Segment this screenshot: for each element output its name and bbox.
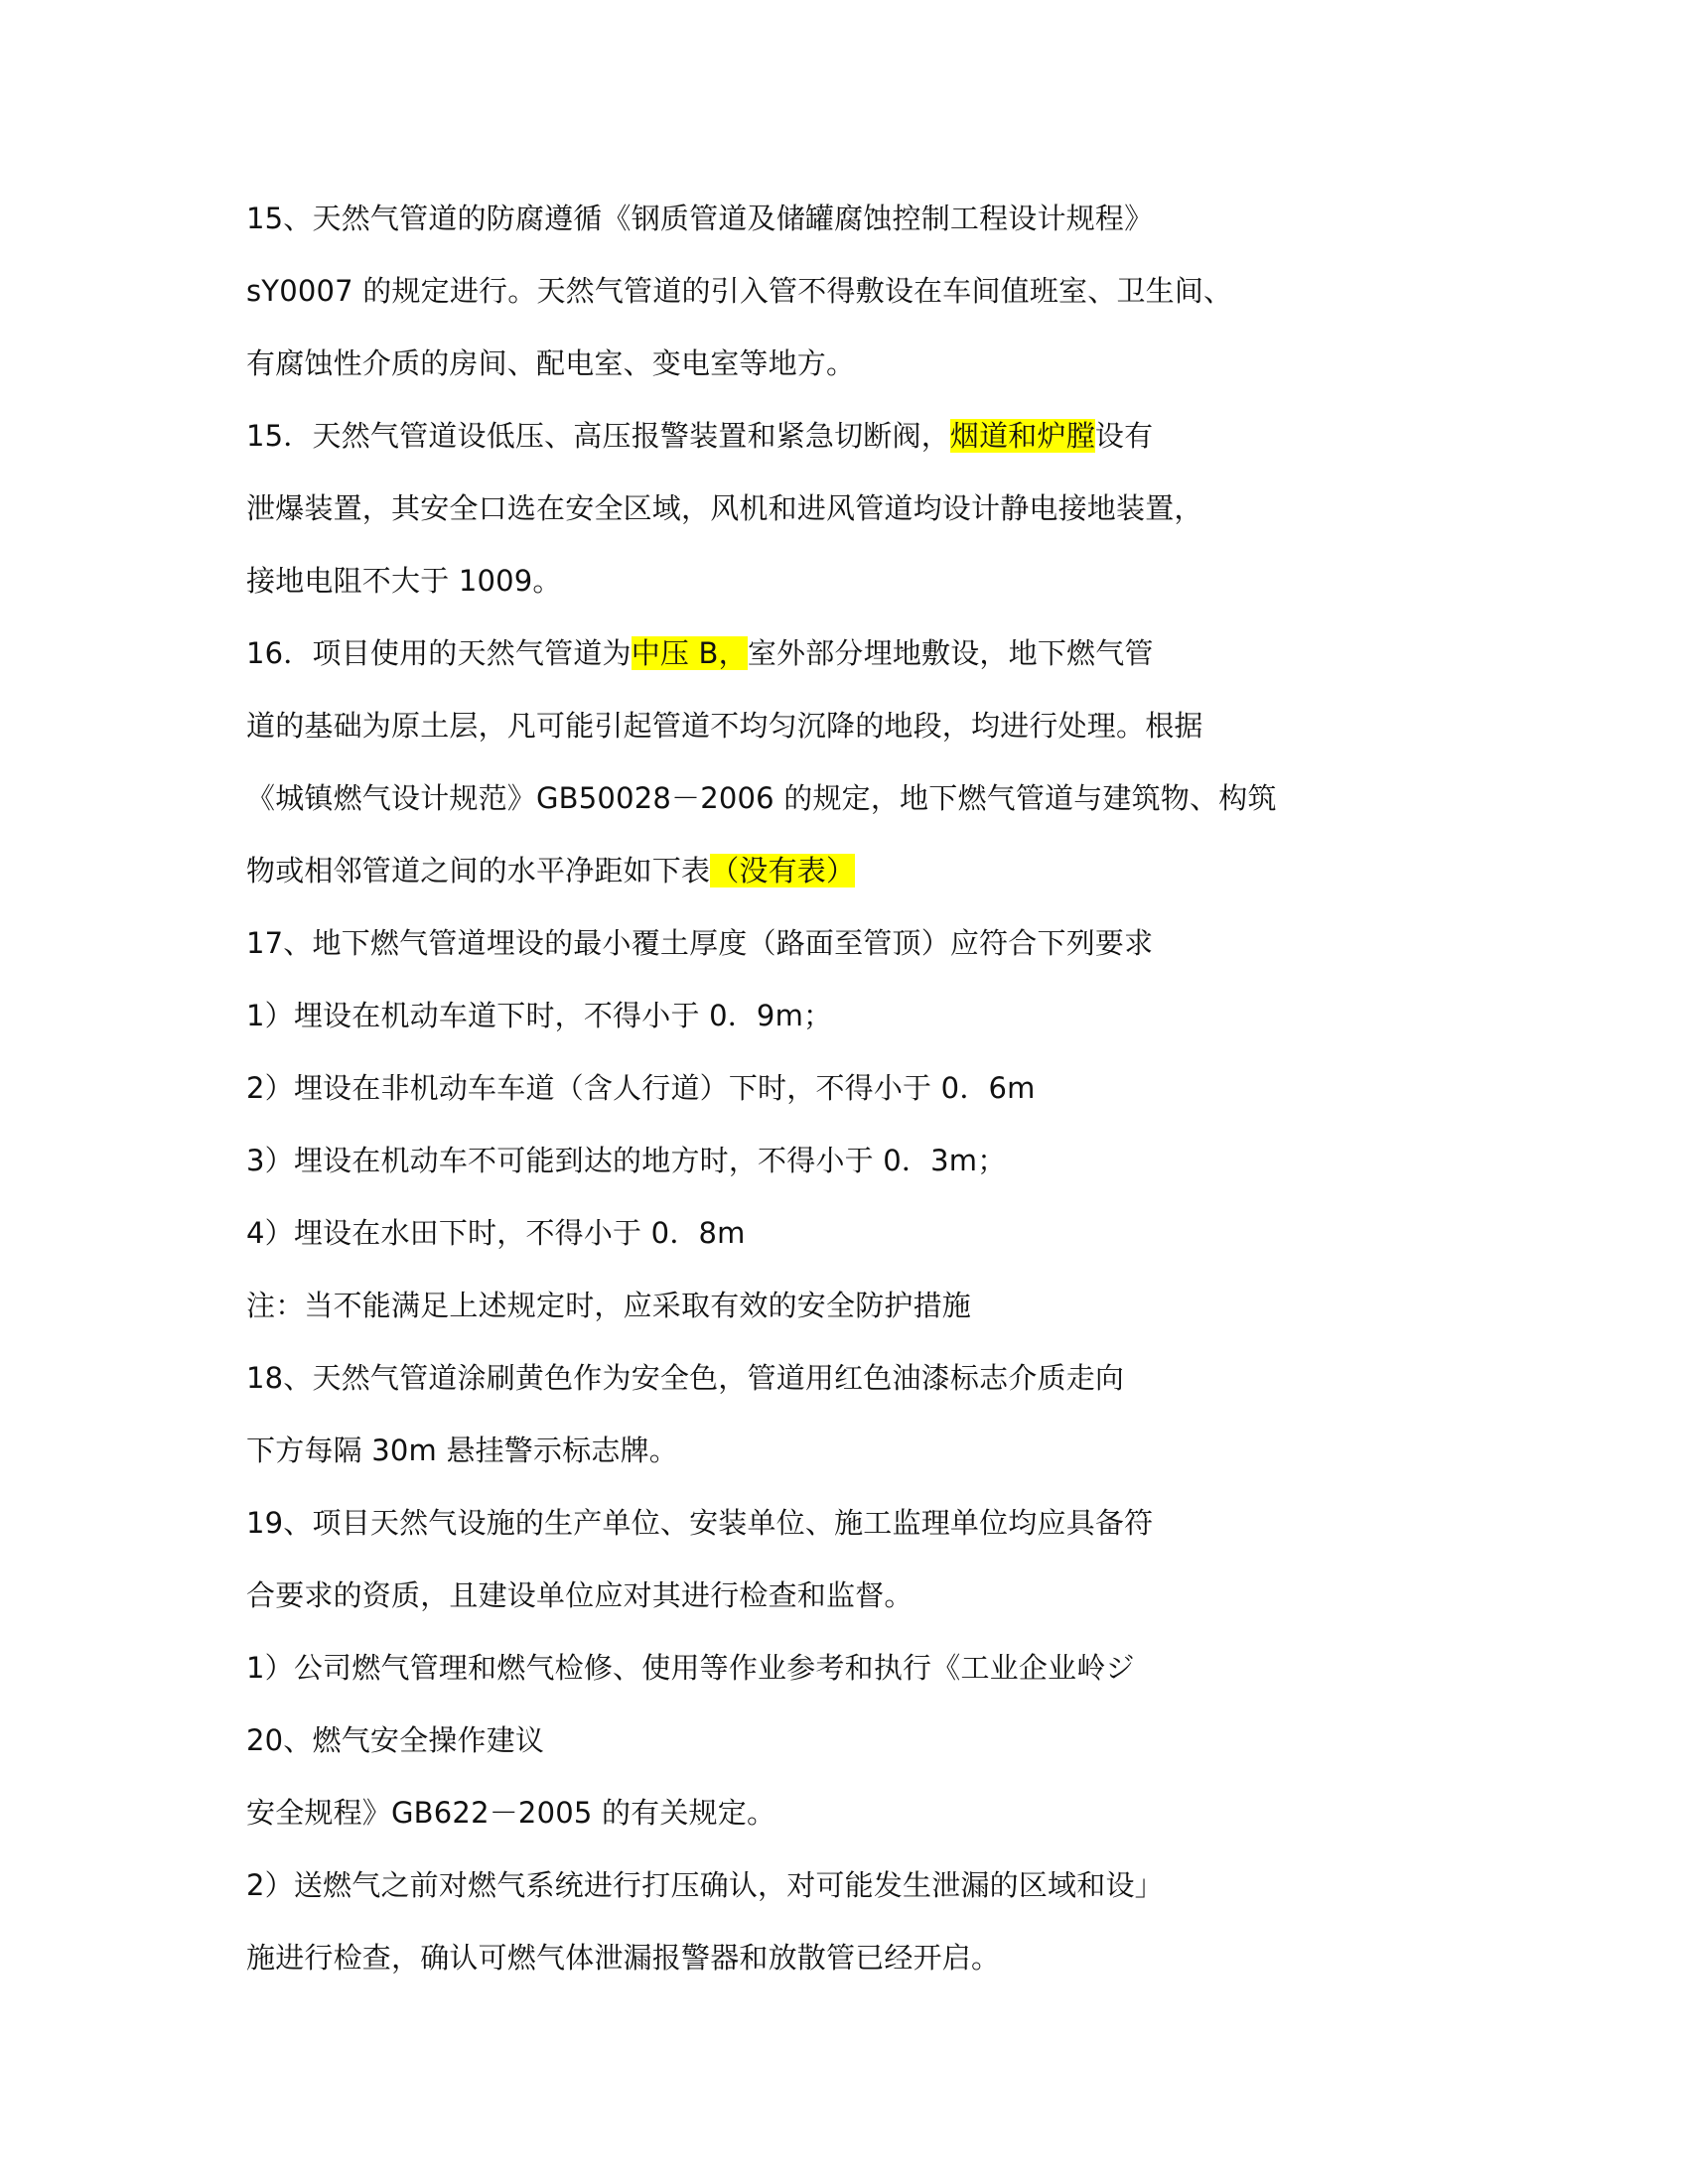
text-line <box>246 847 1497 919</box>
text-line: 4）埋设在水田下时，不得小于 0．8m <box>246 1216 746 1250</box>
text-line <box>246 629 1497 702</box>
text-line: 注：当不能满足上述规定时，应采取有效的安全防护措施 <box>246 1289 972 1322</box>
document-body <box>246 195 1497 2006</box>
text-line: 2）埋设在非机动车车道（含人行道）下时，不得小于 0．6m <box>246 1071 1036 1105</box>
text-line: 15、天然气管道的防腐遵循《钢质管道及储罐腐蚀控制工程设计规程》 <box>246 202 1154 235</box>
text-line <box>246 412 1497 484</box>
text-line: 20、燃气安全操作建议 <box>246 1723 545 1757</box>
text-line: 1）公司燃气管理和燃气检修、使用等作业参考和执行《工业企业岭ジ <box>246 1651 1135 1685</box>
line-text-before-highlight: 物或相邻管道之间的水平净距如下表 <box>246 854 711 887</box>
text-line: 《城镇燃气设计规范》GB50028－2006 的规定，地下燃气管道与建筑物、构筑 <box>246 781 1277 815</box>
text-line: 有腐蚀性介质的房间、配电室、变电室等地方。 <box>246 346 856 380</box>
text-line: 泄爆装置，其安全口选在安全区域，风机和进风管道均设计静电接地装置， <box>246 491 1203 525</box>
highlighted-text: 中压 B， <box>631 636 748 670</box>
text-line: 3）埋设在机动车不可能到达的地方时，不得小于 0．3m； <box>246 1144 1007 1177</box>
line-text-after-highlight: 室外部分埋地敷设，地下燃气管 <box>747 636 1154 670</box>
text-line: 18、天然气管道涂刷黄色作为安全色，管道用红色油漆标志介质走向 <box>246 1361 1125 1395</box>
text-line: 道的基础为原土层，凡可能引起管道不均匀沉降的地段，均进行处理。根据 <box>246 709 1203 743</box>
text-line: 2）送燃气之前对燃气系统进行打压确认，对可能发生泄漏的区域和设｣ <box>246 1868 1150 1902</box>
text-line: 1）埋设在机动车道下时，不得小于 0．9m； <box>246 999 833 1032</box>
text-line: 下方每隔 30m 悬挂警示标志牌。 <box>246 1433 678 1467</box>
line-text-before-highlight: 15．天然气管道设低压、高压报警装置和紧急切断阀， <box>246 419 950 453</box>
highlighted-text: 烟道和炉膛 <box>949 419 1095 453</box>
text-line: 接地电阻不大于 1009。 <box>246 564 562 598</box>
text-line: sY0007 的规定进行。天然气管道的引入管不得敷设在车间值班室、卫生间、 <box>246 274 1233 308</box>
line-text-after-highlight: 设有 <box>1094 419 1154 453</box>
text-line: 17、地下燃气管道埋设的最小覆土厚度（路面至管顶）应符合下列要求 <box>246 926 1154 960</box>
text-line: 合要求的资质，且建设单位应对其进行检查和监督。 <box>246 1578 914 1612</box>
highlighted-text: （没有表） <box>710 854 856 887</box>
line-text-before-highlight: 16．项目使用的天然气管道为 <box>246 636 632 670</box>
text-line: 施进行检查，确认可燃气体泄漏报警器和放散管已经开启。 <box>246 1941 1001 1975</box>
text-line: 安全规程》GB622－2005 的有关规定。 <box>246 1796 776 1830</box>
text-line: 19、项目天然气设施的生产单位、安装单位、施工监理单位均应具备符 <box>246 1506 1154 1540</box>
